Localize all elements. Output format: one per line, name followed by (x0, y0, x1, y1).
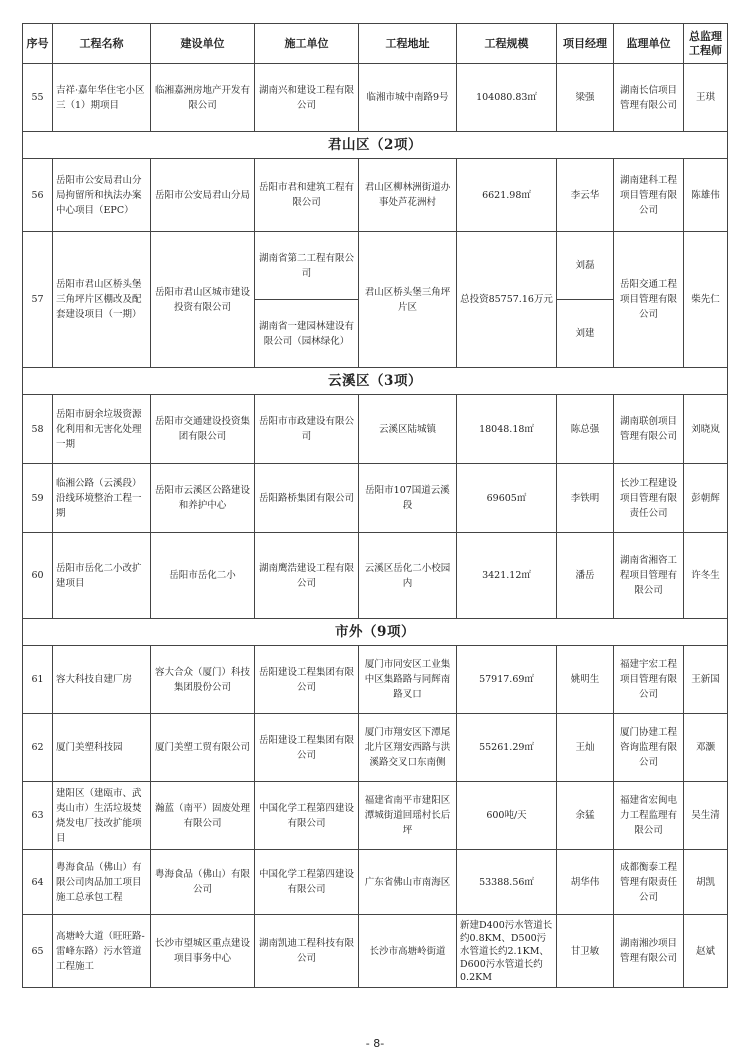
cell-supervisor: 成都衡泰工程管理有限责任公司 (614, 850, 684, 915)
cell-scale: 55261.29㎡ (457, 714, 557, 782)
cell-chief: 吴生清 (684, 782, 728, 850)
header-scale: 工程规模 (457, 24, 557, 64)
cell-chief: 许冬生 (684, 533, 728, 619)
cell-builder: 瀚蓝（南平）固废处理有限公司 (151, 782, 255, 850)
cell-supervisor: 湖南湘沙项目管理有限公司 (614, 915, 684, 988)
cell-supervisor: 福建省宏闽电力工程监理有限公司 (614, 782, 684, 850)
cell-scale: 57917.69㎡ (457, 646, 557, 714)
cell-contractor-a: 湖南省第二工程有限公司 (255, 232, 359, 300)
cell-contractor: 湖南兴和建设工程有限公司 (255, 64, 359, 132)
cell-contractor-b: 湖南省一建园林建设有限公司（园林绿化） (255, 300, 359, 368)
cell-no: 62 (23, 714, 53, 782)
cell-name: 高塘岭大道（旺旺路-雷峰东路）污水管道工程施工 (53, 915, 151, 988)
table-row (23, 464, 728, 533)
cell-name: 粤海食品（佛山）有限公司肉品加工项目施工总承包工程 (53, 850, 151, 915)
cell-builder: 岳阳市云溪区公路建设和养护中心 (151, 464, 255, 533)
cell-address: 岳阳市107国道云溪段 (359, 464, 457, 533)
table-row (23, 850, 728, 915)
header-supervisor: 监理单位 (614, 24, 684, 64)
cell-no: 65 (23, 915, 53, 988)
cell-scale: 69605㎡ (457, 464, 557, 533)
cell-chief: 胡凯 (684, 850, 728, 915)
table-row (23, 64, 728, 132)
cell-no: 55 (23, 64, 53, 132)
cell-chief: 邓灏 (684, 714, 728, 782)
cell-builder: 长沙市望城区重点建设项目事务中心 (151, 915, 255, 988)
cell-manager: 陈总强 (557, 395, 614, 464)
section-row-shiwai (23, 619, 728, 646)
cell-address: 厦门市翔安区下潭尾北片区翔安西路与洪溪路交叉口东南侧 (359, 714, 457, 782)
section-row-junshan (23, 132, 728, 159)
cell-contractor: 中国化学工程第四建设有限公司 (255, 782, 359, 850)
cell-supervisor: 厦门协建工程咨询监理有限公司 (614, 714, 684, 782)
cell-name: 临湘公路（云溪段）沿线环境整治工程一期 (53, 464, 151, 533)
cell-manager: 王灿 (557, 714, 614, 782)
cell-chief: 陈雄伟 (684, 159, 728, 232)
header-address: 工程地址 (359, 24, 457, 64)
table-row (23, 533, 728, 619)
cell-no: 56 (23, 159, 53, 232)
cell-scale: 18048.18㎡ (457, 395, 557, 464)
cell-address: 君山区柳林洲街道办事处芦花洲村 (359, 159, 457, 232)
section-row-yunxi (23, 368, 728, 395)
cell-manager-a: 刘磊 (557, 232, 614, 300)
table-row (23, 782, 728, 850)
cell-builder: 岳阳市交通建设投资集团有限公司 (151, 395, 255, 464)
cell-builder: 粤海食品（佛山）有限公司 (151, 850, 255, 915)
cell-supervisor: 福建宇宏工程项目管理有限公司 (614, 646, 684, 714)
cell-manager: 姚明生 (557, 646, 614, 714)
cell-manager: 甘卫敏 (557, 915, 614, 988)
table-row (23, 646, 728, 714)
cell-supervisor: 湖南建科工程项目管理有限公司 (614, 159, 684, 232)
cell-scale: 总投资85757.16万元 (457, 232, 557, 368)
header-row (23, 24, 728, 64)
cell-address: 云溪区岳化二小校园内 (359, 533, 457, 619)
cell-manager: 李铁明 (557, 464, 614, 533)
table-row (23, 714, 728, 782)
cell-scale: 600吨/天 (457, 782, 557, 850)
cell-name: 建阳区（建瓯市、武夷山市）生活垃圾焚烧发电厂技改扩能项目 (53, 782, 151, 850)
cell-address: 云溪区陆城镇 (359, 395, 457, 464)
cell-contractor: 岳阳路桥集团有限公司 (255, 464, 359, 533)
cell-name: 岳阳市公安局君山分局拘留所和执法办案中心项目（EPC） (53, 159, 151, 232)
cell-no: 60 (23, 533, 53, 619)
header-contractor: 施工单位 (255, 24, 359, 64)
cell-address: 福建省南平市建阳区潭城街道回瑶村长后坪 (359, 782, 457, 850)
cell-name: 吉祥·嘉年华住宅小区三（1）期项目 (53, 64, 151, 132)
header-chief: 总监理工程师 (684, 24, 728, 64)
cell-no: 58 (23, 395, 53, 464)
cell-chief: 王琪 (684, 64, 728, 132)
cell-name: 厦门美塑科技园 (53, 714, 151, 782)
cell-chief: 柴先仁 (684, 232, 728, 368)
cell-chief: 彭朝辉 (684, 464, 728, 533)
cell-name: 岳阳市岳化二小改扩建项目 (53, 533, 151, 619)
cell-supervisor: 湖南省湘咨工程项目管理有限公司 (614, 533, 684, 619)
cell-scale: 53388.56㎡ (457, 850, 557, 915)
project-table (22, 23, 728, 988)
cell-scale: 3421.12㎡ (457, 533, 557, 619)
cell-name: 容大科技自建厂房 (53, 646, 151, 714)
cell-contractor: 湖南鹰浩建设工程有限公司 (255, 533, 359, 619)
cell-name: 岳阳市君山区桥头堡三角坪片区棚改及配套建设项目（一期） (53, 232, 151, 368)
cell-manager: 李云华 (557, 159, 614, 232)
cell-contractor: 湖南凯迪工程科技有限公司 (255, 915, 359, 988)
cell-builder: 岳阳市公安局君山分局 (151, 159, 255, 232)
cell-chief: 王新国 (684, 646, 728, 714)
cell-manager: 潘岳 (557, 533, 614, 619)
cell-builder: 厦门美塑工贸有限公司 (151, 714, 255, 782)
cell-manager: 胡华伟 (557, 850, 614, 915)
cell-builder: 临湘嘉洲房地产开发有限公司 (151, 64, 255, 132)
cell-scale: 新建D400污水管道长约0.8KM、D500污水管道长约2.1KM、D600污水管道长约0.2KM (457, 915, 557, 988)
cell-address: 厦门市同安区工业集中区集路路与同辉南路叉口 (359, 646, 457, 714)
cell-supervisor: 湖南长信项目管理有限公司 (614, 64, 684, 132)
cell-name: 岳阳市厨余垃圾资源化利用和无害化处理一期 (53, 395, 151, 464)
cell-builder: 岳阳市君山区城市建设投资有限公司 (151, 232, 255, 368)
section-title-yunxi: 云溪区（3项） (23, 368, 728, 395)
cell-supervisor: 岳阳交通工程项目管理有限公司 (614, 232, 684, 368)
header-builder: 建设单位 (151, 24, 255, 64)
table-row (23, 159, 728, 232)
cell-supervisor: 长沙工程建设项目管理有限责任公司 (614, 464, 684, 533)
table-row (23, 395, 728, 464)
cell-no: 63 (23, 782, 53, 850)
page-number: - 8- (365, 1037, 385, 1050)
cell-address: 广东省佛山市南海区 (359, 850, 457, 915)
cell-chief: 赵斌 (684, 915, 728, 988)
table-row (23, 915, 728, 988)
cell-builder: 岳阳市岳化二小 (151, 533, 255, 619)
project-table-sheet (22, 23, 727, 988)
cell-manager-b: 刘建 (557, 300, 614, 368)
cell-contractor: 岳阳建设工程集团有限公司 (255, 714, 359, 782)
table-row (23, 232, 728, 300)
section-title-junshan: 君山区（2项） (23, 132, 728, 159)
cell-address: 君山区桥头堡三角坪片区 (359, 232, 457, 368)
cell-no: 57 (23, 232, 53, 368)
cell-contractor: 岳阳建设工程集团有限公司 (255, 646, 359, 714)
header-no: 序号 (23, 24, 53, 64)
cell-supervisor: 湖南联创项目管理有限公司 (614, 395, 684, 464)
cell-scale: 104080.83㎡ (457, 64, 557, 132)
cell-no: 61 (23, 646, 53, 714)
cell-no: 59 (23, 464, 53, 533)
cell-manager: 余猛 (557, 782, 614, 850)
cell-contractor: 岳阳市市政建设有限公司 (255, 395, 359, 464)
cell-address: 长沙市高塘岭街道 (359, 915, 457, 988)
cell-contractor: 中国化学工程第四建设有限公司 (255, 850, 359, 915)
header-manager: 项目经理 (557, 24, 614, 64)
cell-address: 临湘市城中南路9号 (359, 64, 457, 132)
cell-builder: 容大合众（厦门）科技集团股份公司 (151, 646, 255, 714)
cell-scale: 6621.98㎡ (457, 159, 557, 232)
cell-chief: 刘晓岚 (684, 395, 728, 464)
cell-no: 64 (23, 850, 53, 915)
cell-contractor: 岳阳市君和建筑工程有限公司 (255, 159, 359, 232)
cell-manager: 梁强 (557, 64, 614, 132)
section-title-shiwai: 市外（9项） (23, 619, 728, 646)
header-name: 工程名称 (53, 24, 151, 64)
